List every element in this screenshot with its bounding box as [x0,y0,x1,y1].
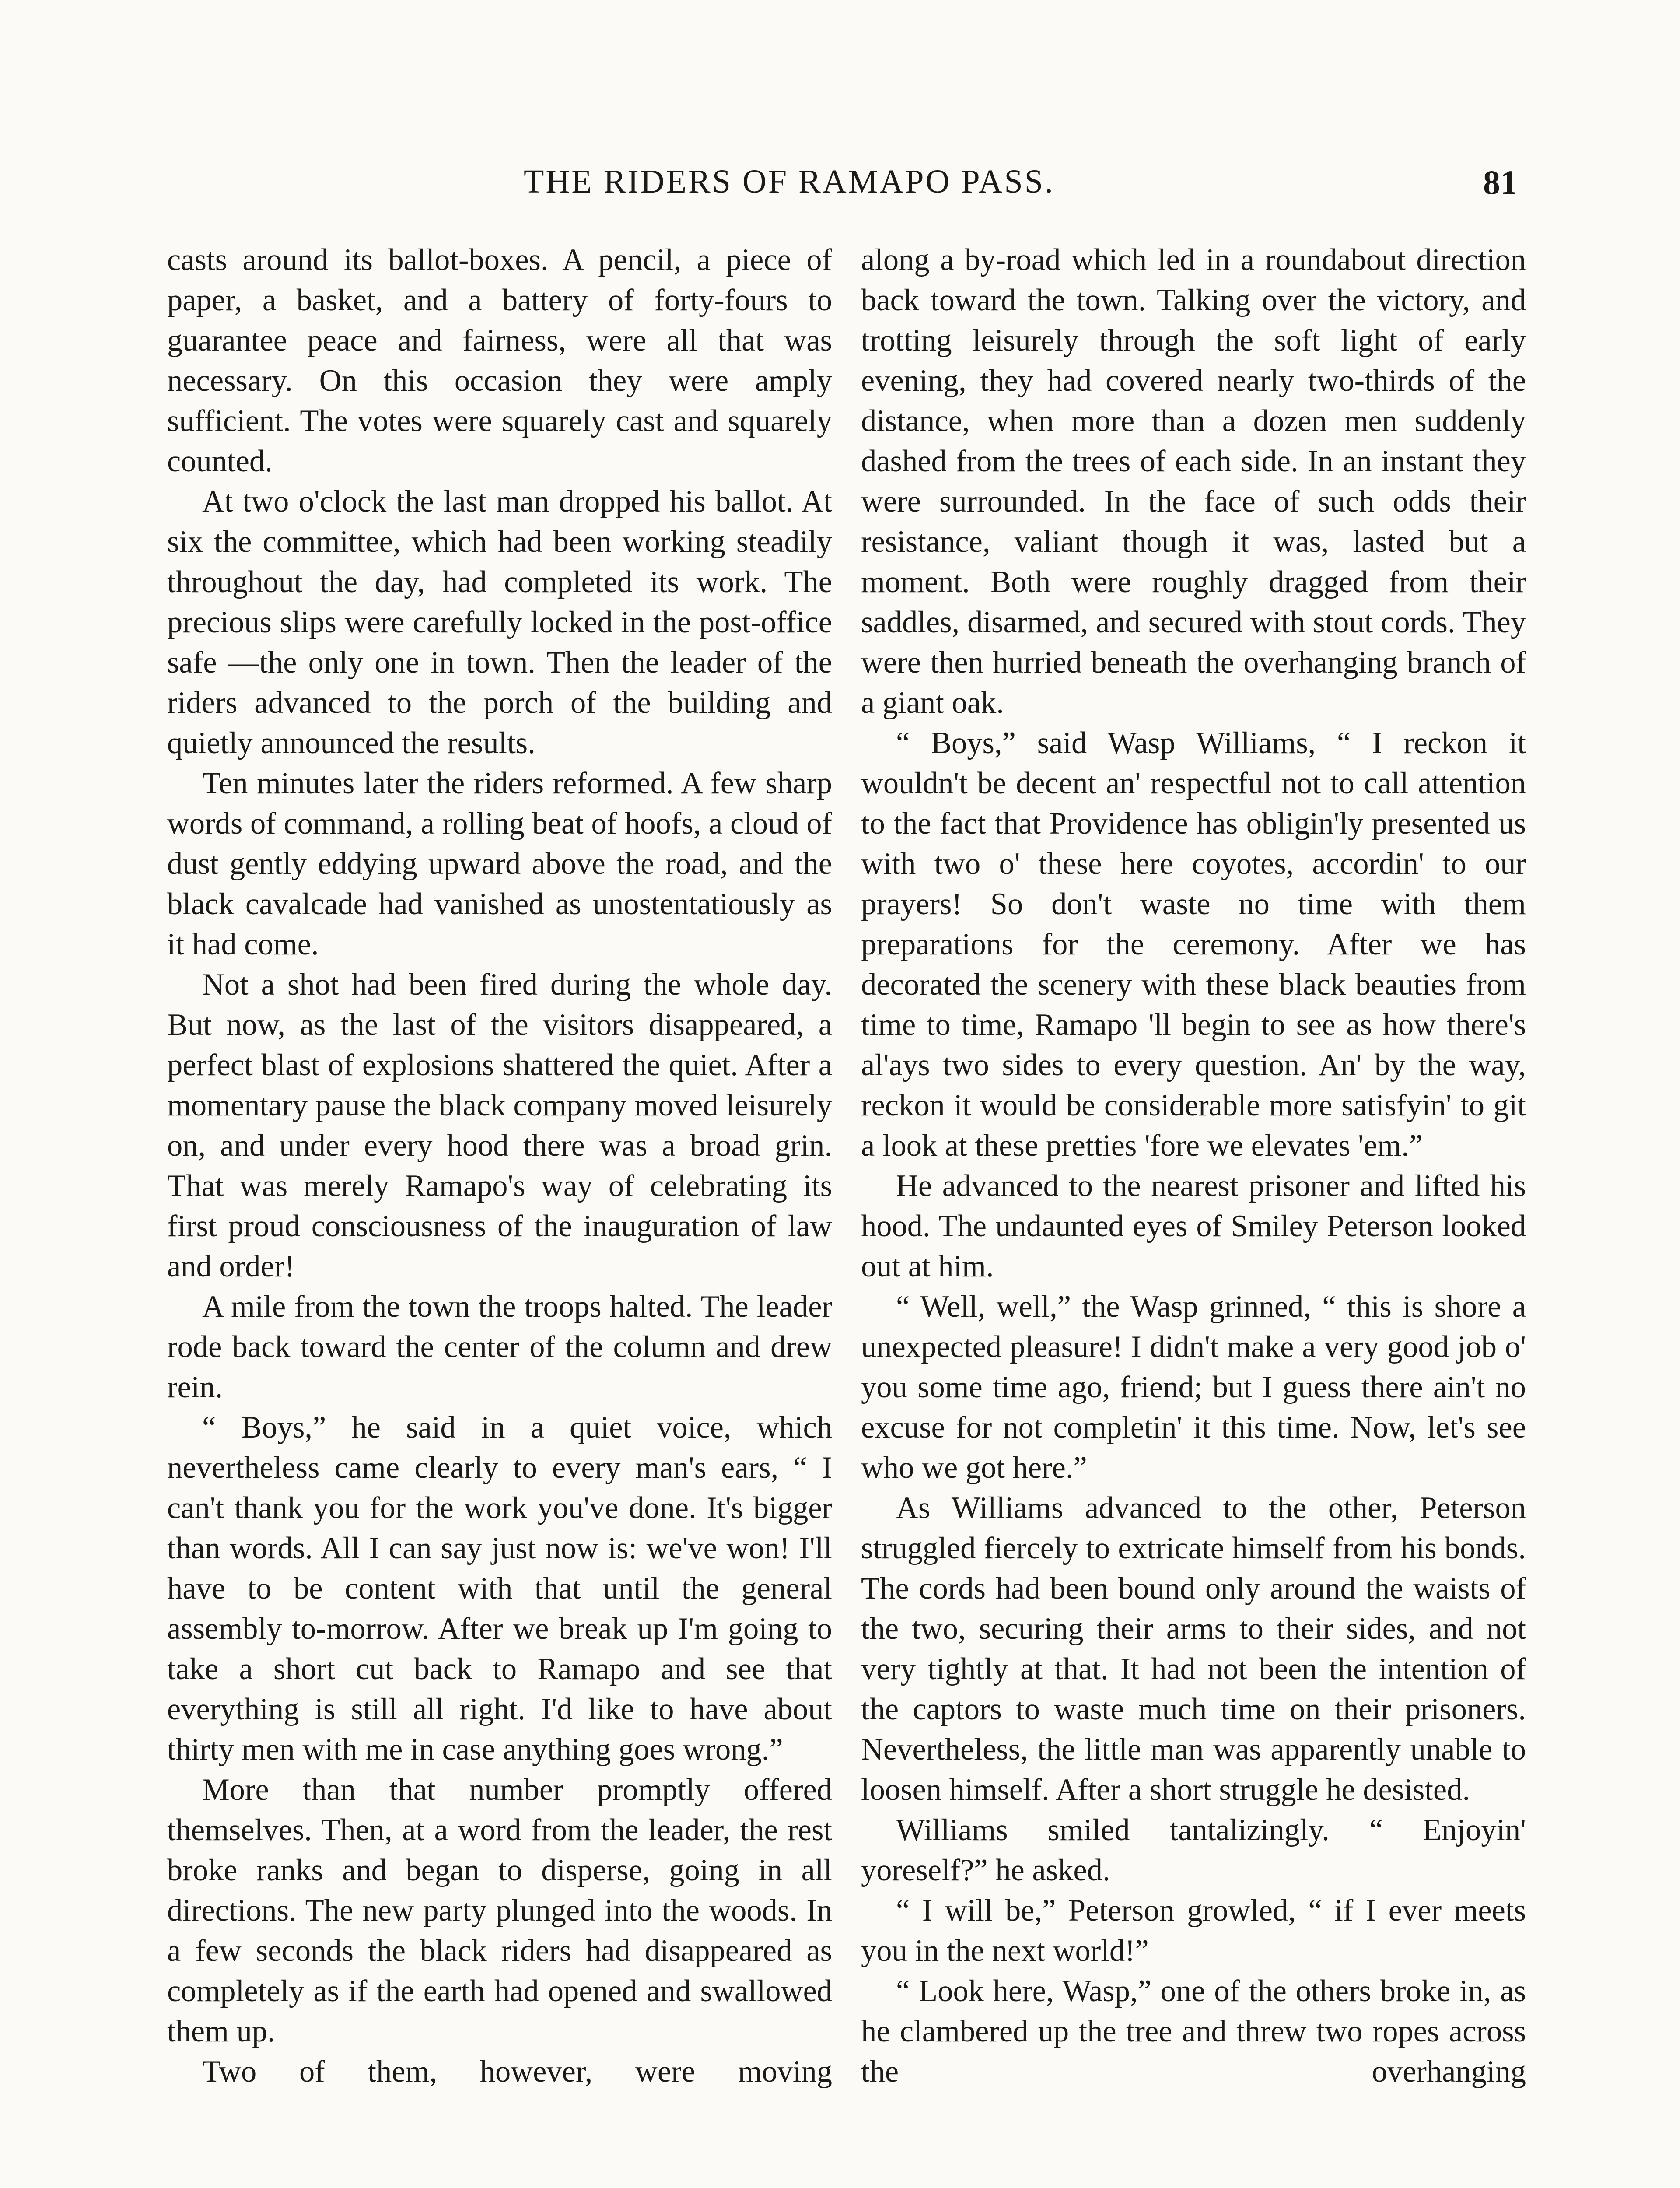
paragraph: casts around its ballot-boxes. A pencil, a piece of paper, a basket, and a battery of forty-fours to guarantee peace and fairness, were all that was necessary. On this occasion they were amply sufficient. The votes were squarely cast and squarely counted. [167,243,832,478]
paragraph: Not a shot had been fired during the whole day. But now, as the last of the visitors disappeared, a perfect blast of explosions shattered the quiet. After a momentary pause the black company moved leisurely on, and under every hood there was a broad grin. That was merely Ramapo's way of celebrating its first proud consciousness of the inauguration of law and order! [167,968,832,1283]
paragraph: “ Look here, Wasp,” one of the others broke in, as he clambered up the tree and threw two ropes across the overhanging [861,1974,1526,2089]
paragraph: He advanced to the nearest prisoner and lifted his hood. The undaunted eyes of Smiley Peterson looked out at him. [861,1169,1526,1283]
paragraph: “ Boys,” he said in a quiet voice, which nevertheless came clearly to every man's ears, “ I can't thank you for the work you've done. It's bigger than words. All I can say just now is: we've won! I'll have to be content with that until the general assembly to-morrow. After we break up I'm going to take a short cut back to Ramapo and see that everything is still all right. I'd like to have about thirty men with me in case anything goes wrong.” [167,1410,832,1767]
paragraph: A mile from the town the troops halted. The leader rode back toward the center of the column and drew rein. [167,1290,832,1404]
right-column [861,240,1526,2092]
paragraph: More than that number promptly offered themselves. Then, at a word from the leader, the rest broke ranks and began to disperse, going in all directions. The new party plunged into the woods. In a few seconds the black riders had disappeared as completely as if the earth had opened and swallowed them up. [167,1773,832,2048]
page-number: 81 [1483,163,1517,201]
paragraph: Williams smiled tantalizingly. “ Enjoyin' yoreself?” he asked. [861,1813,1526,1887]
paragraph: Two of them, however, were moving [202,2055,832,2089]
left-column [167,240,832,2092]
paragraph: As Williams advanced to the other, Peterson struggled fiercely to extricate himself from his bonds. The cords had been bound only around the waists of the two, securing their arms to their sides, and not very tightly at that. It had not been the intention of the captors to waste much time on their prisoners. Nevertheless, the little man was apparently unable to loosen himself. After a short struggle he desisted. [861,1491,1526,1807]
paragraph: “ I will be,” Peterson growled, “ if I ever meets you in the next world!” [861,1893,1526,1968]
paragraph: “ Well, well,” the Wasp grinned, “ this is shore a unexpected pleasure! I didn't make a very good job o' you some time ago, friend; but I guess there ain't no excuse for not completin' it this time. Now, let's see who we got here.” [861,1290,1526,1485]
running-header [163,163,1517,205]
paragraph: “ Boys,” said Wasp Williams, “ I reckon it wouldn't be decent an' respectful not to call attention to the fact that Providence has obligin'ly presented us with two o' these here coyotes, accordin' to our prayers! So don't waste no time with them preparations for the ceremony. After we has decorated the scenery with these black beauties from time to time, Ramapo 'll begin to see as how there's al'ays two sides to every question. An' by the way, reckon it would be considerable more satisfyin' to git a look at these pretties 'fore we elevates 'em.” [861,726,1526,1163]
paragraph: At two o'clock the last man dropped his ballot. At six the committee, which had been working steadily throughout the day, had completed its work. The precious slips were carefully locked in the post-office safe —the only one in town. Then the leader of the riders advanced to the porch of the building and quietly announced the results. [167,484,832,760]
paragraph: along a by-road which led in a roundabout direction back toward the town. Talking over the victory, and trotting leisurely through the soft light of early evening, they had covered nearly two-thirds of the distance, when more than a dozen men suddenly dashed from the trees of each side. In an instant they were surrounded. In the face of such odds their resistance, valiant though it was, lasted but a moment. Both were roughly dragged from their saddles, disarmed, and secured with stout cords. They were then hurried beneath the overhanging branch of a giant oak. [861,243,1526,720]
paragraph: Ten minutes later the riders reformed. A few sharp words of command, a rolling beat of hoofs, a cloud of dust gently eddying upward above the road, and the black cavalcade had vanished as unostentatiously as it had come. [167,766,832,961]
running-title: THE RIDERS OF RAMAPO PASS. [524,163,1055,200]
